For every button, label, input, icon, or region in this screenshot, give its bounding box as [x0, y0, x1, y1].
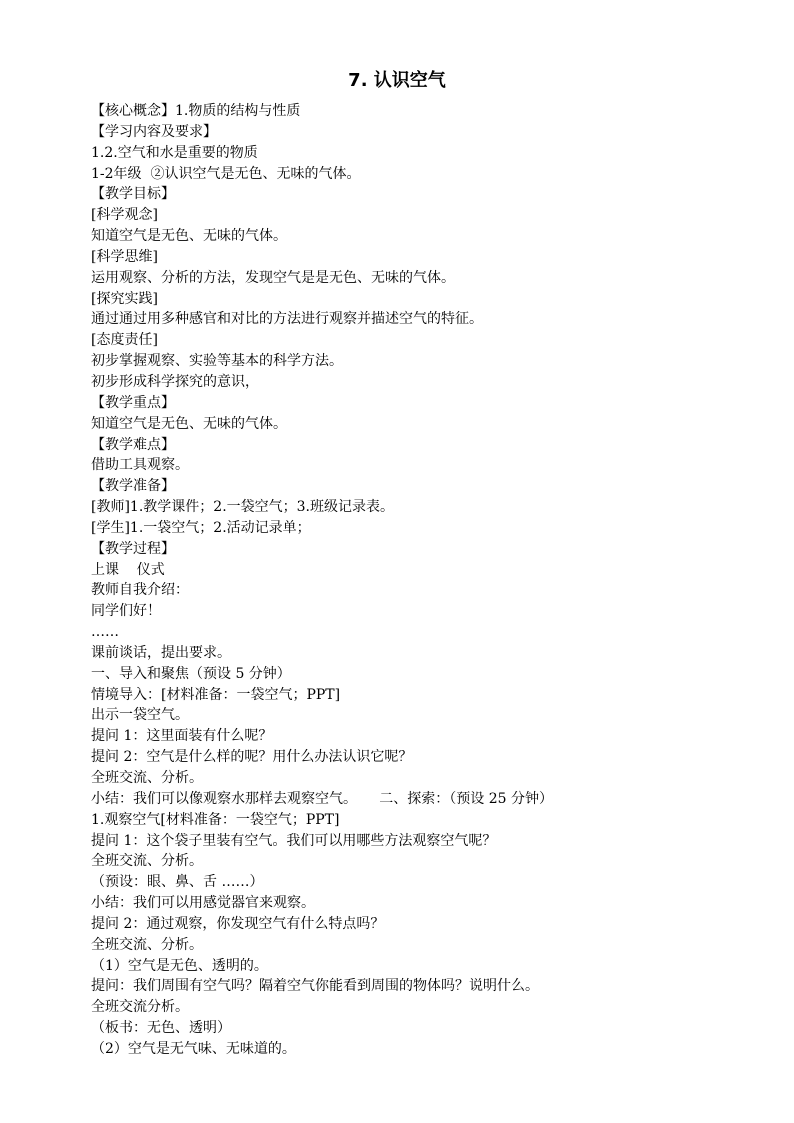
text-line: 一、导入和聚焦（预设 5 分钟） [91, 665, 291, 682]
text-line: 借助工具观察。 [91, 457, 189, 474]
text-line: …… [91, 624, 119, 641]
text-line: 提问 2：通过观察，你发现空气有什么特点吗？ [91, 915, 385, 932]
text-line: 1-2年级 ②认识空气是无色、无味的气体。 [91, 165, 361, 182]
document-title: 7. 认识空气 [348, 70, 446, 91]
text-line: 【核心概念】1.物质的结构与性质 [91, 103, 301, 119]
text-line: 全班交流、分析。 [91, 936, 203, 953]
text-line: （预设：眼、鼻、舌 ……） [91, 874, 264, 891]
text-line: 【教学难点】 [91, 436, 175, 453]
text-line: 情境导入：[材料准备：一袋空气；PPT] [91, 686, 341, 703]
text-line: 初步形成科学探究的意识， [91, 373, 259, 390]
text-line: [学生]1.一袋空气；2.活动记录单； [91, 519, 311, 536]
text-line: 【教学重点】 [91, 394, 175, 411]
text-line: 全班交流、分析。 [91, 853, 203, 870]
text-line: 知道空气是无色、无味的气体。 [91, 228, 287, 245]
text-line: [科学观念] [91, 207, 158, 224]
text-line: 知道空气是无色、无味的气体。 [91, 415, 287, 432]
text-line: 1.2.空气和水是重要的物质 [91, 144, 258, 161]
text-line: 上课 仪式 [91, 561, 165, 578]
text-line: （1）空气是无色、透明的。 [91, 957, 268, 974]
text-line: 提问 1：这个袋子里装有空气。我们可以用哪些方法观察空气呢？ [91, 832, 497, 849]
text-line: 提问：我们周围有空气吗？隔着空气你能看到周围的物体吗？说明什么。 [91, 978, 539, 995]
text-line: （板书：无色、透明） [91, 1020, 231, 1037]
text-line: [探究实践] [91, 290, 158, 307]
text-line: 全班交流分析。 [91, 999, 189, 1016]
text-line: 运用观察、分析的方法，发现空气是是无色、无味的气体。 [91, 269, 455, 286]
text-line: 全班交流、分析。 [91, 770, 203, 786]
document-body [91, 101, 731, 1060]
text-line: 【教学目标】 [91, 186, 175, 203]
text-line: 初步掌握观察、实验等基本的科学方法。 [91, 353, 343, 370]
text-line: 同学们好！ [91, 603, 161, 620]
text-line: 1.观察空气[材料准备：一袋空气；PPT] [91, 811, 340, 828]
text-line: 提问 2：空气是什么样的呢？用什么办法认识它呢？ [91, 749, 413, 766]
text-line: 小结：我们可以像观察水那样去观察空气。 二、探索：（预设 25 分钟） [91, 790, 553, 807]
text-line: 通过通过用多种感官和对比的方法进行观察并描述空气的特征。 [91, 311, 483, 328]
text-line: （2）空气是无气味、无味道的。 [91, 1040, 296, 1057]
text-line: 小结：我们可以用感觉器官来观察。 [91, 895, 315, 912]
text-line: 【教学准备】 [91, 478, 175, 495]
text-line: 【教学过程】 [91, 540, 175, 557]
text-line: 【学习内容及要求】 [91, 123, 217, 140]
text-line: 课前谈话，提出要求。 [91, 644, 231, 661]
text-line: [态度责任] [91, 332, 158, 349]
text-line: [科学思维] [91, 248, 158, 265]
text-line: 教师自我介绍： [91, 582, 189, 599]
text-line: [教师]1.教学课件；2.一袋空气；3.班级记录表。 [91, 499, 394, 516]
text-line: 提问 1：这里面装有什么呢？ [91, 728, 273, 745]
text-line: 出示一袋空气。 [91, 707, 189, 724]
